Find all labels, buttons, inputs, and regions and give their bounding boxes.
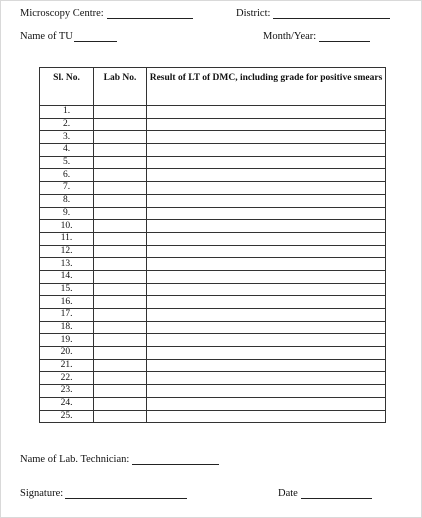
table-row <box>40 321 386 334</box>
lab-no-cell[interactable] <box>94 385 147 398</box>
lab-no-cell[interactable] <box>94 207 147 220</box>
result-cell[interactable] <box>147 144 386 157</box>
result-cell[interactable] <box>147 309 386 322</box>
technician-field[interactable] <box>132 464 219 465</box>
table-row <box>40 309 386 322</box>
table-row <box>40 347 386 360</box>
table-row <box>40 258 386 271</box>
result-cell[interactable] <box>147 372 386 385</box>
lab-no-cell[interactable] <box>94 118 147 131</box>
lab-no-cell[interactable] <box>94 232 147 245</box>
sl-no-cell: 25. <box>40 410 94 423</box>
lab-no-cell[interactable] <box>94 182 147 195</box>
sl-no-cell: 11. <box>40 232 94 245</box>
table-row <box>40 245 386 258</box>
date-label: Date <box>278 488 298 499</box>
result-cell[interactable] <box>147 156 386 169</box>
table-row <box>40 169 386 182</box>
table-row <box>40 410 386 423</box>
result-cell[interactable] <box>147 106 386 119</box>
district-field[interactable] <box>273 18 390 19</box>
table-row <box>40 156 386 169</box>
table-row <box>40 397 386 410</box>
sl-no-cell: 20. <box>40 347 94 360</box>
lab-no-cell[interactable] <box>94 220 147 233</box>
sl-no-cell: 15. <box>40 283 94 296</box>
table-row <box>40 283 386 296</box>
col-header-lab-no: Lab No. <box>94 68 147 106</box>
sl-no-cell: 3. <box>40 131 94 144</box>
sl-no-cell: 9. <box>40 207 94 220</box>
result-cell[interactable] <box>147 118 386 131</box>
result-cell[interactable] <box>147 131 386 144</box>
district-label: District: <box>236 8 271 19</box>
lab-no-cell[interactable] <box>94 359 147 372</box>
result-cell[interactable] <box>147 207 386 220</box>
table-row <box>40 232 386 245</box>
lab-no-cell[interactable] <box>94 131 147 144</box>
table-row <box>40 118 386 131</box>
result-cell[interactable] <box>147 270 386 283</box>
result-cell[interactable] <box>147 410 386 423</box>
table-row <box>40 144 386 157</box>
month-year-field[interactable] <box>319 41 370 42</box>
col-header-result: Result of LT of DMC, including grade for positive smears <box>147 68 386 106</box>
month-year-label: Month/Year: <box>263 31 317 42</box>
lab-no-cell[interactable] <box>94 169 147 182</box>
tu-label: Name of TU <box>20 31 73 42</box>
sl-no-cell: 6. <box>40 169 94 182</box>
lab-no-cell[interactable] <box>94 321 147 334</box>
sl-no-cell: 23. <box>40 385 94 398</box>
tu-field[interactable] <box>74 41 117 42</box>
result-cell[interactable] <box>147 321 386 334</box>
signature-label: Signature: <box>20 488 64 499</box>
lab-no-cell[interactable] <box>94 309 147 322</box>
sl-no-cell: 22. <box>40 372 94 385</box>
result-cell[interactable] <box>147 385 386 398</box>
col-header-sl-no: Sl. No. <box>40 68 94 106</box>
sl-no-cell: 16. <box>40 296 94 309</box>
sl-no-cell: 14. <box>40 270 94 283</box>
sl-no-cell: 24. <box>40 397 94 410</box>
table-row <box>40 334 386 347</box>
table-row <box>40 270 386 283</box>
sl-no-cell: 13. <box>40 258 94 271</box>
result-cell[interactable] <box>147 169 386 182</box>
result-cell[interactable] <box>147 220 386 233</box>
result-cell[interactable] <box>147 347 386 360</box>
lab-no-cell[interactable] <box>94 397 147 410</box>
sl-no-cell: 8. <box>40 194 94 207</box>
table-row <box>40 106 386 119</box>
signature-field[interactable] <box>65 498 187 499</box>
lab-no-cell[interactable] <box>94 347 147 360</box>
table-row <box>40 372 386 385</box>
microscopy-centre-label: Microscopy Centre: <box>20 8 104 19</box>
table-row <box>40 385 386 398</box>
sl-no-cell: 2. <box>40 118 94 131</box>
sl-no-cell: 12. <box>40 245 94 258</box>
sl-no-cell: 17. <box>40 309 94 322</box>
table-row <box>40 207 386 220</box>
sl-no-cell: 5. <box>40 156 94 169</box>
results-table <box>39 67 386 423</box>
lab-no-cell[interactable] <box>94 194 147 207</box>
lab-no-cell[interactable] <box>94 296 147 309</box>
result-cell[interactable] <box>147 245 386 258</box>
result-cell[interactable] <box>147 359 386 372</box>
table-row <box>40 296 386 309</box>
result-cell[interactable] <box>147 296 386 309</box>
result-cell[interactable] <box>147 258 386 271</box>
sl-no-cell: 18. <box>40 321 94 334</box>
lab-no-cell[interactable] <box>94 334 147 347</box>
lab-no-cell[interactable] <box>94 410 147 423</box>
table-row <box>40 220 386 233</box>
technician-label: Name of Lab. Technician: <box>20 454 130 465</box>
table-row <box>40 194 386 207</box>
sl-no-cell: 1. <box>40 106 94 119</box>
table-row <box>40 182 386 195</box>
result-cell[interactable] <box>147 194 386 207</box>
result-cell[interactable] <box>147 397 386 410</box>
sl-no-cell: 21. <box>40 359 94 372</box>
table-header-row <box>40 68 386 106</box>
sl-no-cell: 7. <box>40 182 94 195</box>
sl-no-cell: 4. <box>40 144 94 157</box>
lab-no-cell[interactable] <box>94 372 147 385</box>
lab-no-cell[interactable] <box>94 245 147 258</box>
sl-no-cell: 10. <box>40 220 94 233</box>
lab-no-cell[interactable] <box>94 258 147 271</box>
table-row <box>40 359 386 372</box>
result-cell[interactable] <box>147 182 386 195</box>
result-cell[interactable] <box>147 334 386 347</box>
date-field[interactable] <box>301 498 372 499</box>
table-row <box>40 131 386 144</box>
sl-no-cell: 19. <box>40 334 94 347</box>
result-cell[interactable] <box>147 232 386 245</box>
microscopy-centre-field[interactable] <box>107 18 193 19</box>
lab-no-cell[interactable] <box>94 144 147 157</box>
result-cell[interactable] <box>147 283 386 296</box>
lab-no-cell[interactable] <box>94 156 147 169</box>
lab-no-cell[interactable] <box>94 270 147 283</box>
lab-no-cell[interactable] <box>94 283 147 296</box>
lab-no-cell[interactable] <box>94 106 147 119</box>
